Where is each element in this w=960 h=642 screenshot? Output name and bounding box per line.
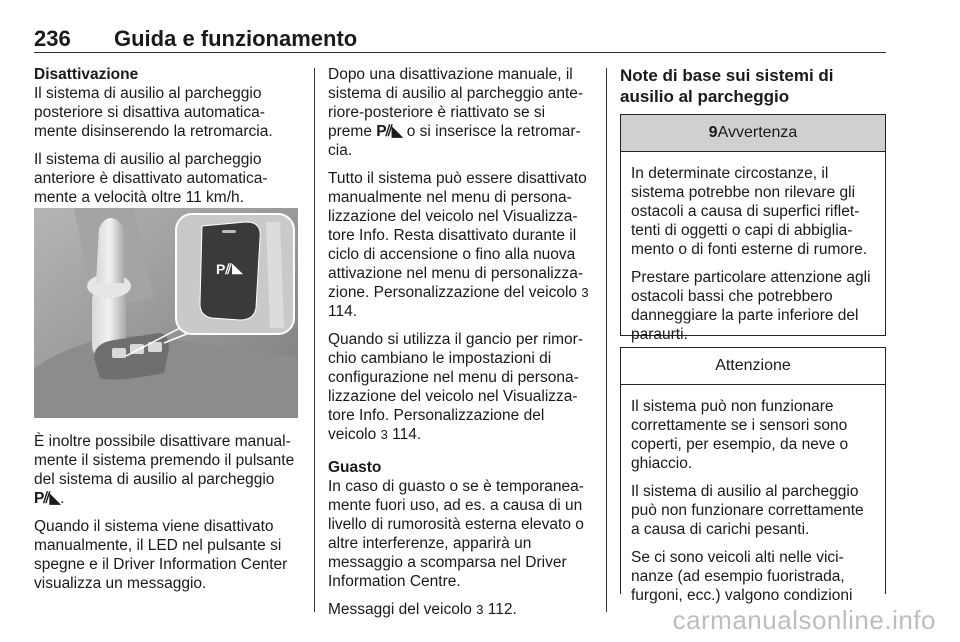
column-3	[620, 65, 886, 113]
paragraph: In determinate circostanze, il sistema potrebbe non rilevare gli ostacoli a causa di superfici riflet-tenti di oggetti o capi di abbiglia-mento o di fonti esterne di rumore.	[631, 165, 868, 258]
paragraph: Quando si utilizza il gancio per rimor-chio cambiano le impostazioni di configurazione nel menu di persona-lizzazione del veicolo nel Visualizza-tore Info. Personalizzazione del veicolo 3 114.	[328, 331, 583, 443]
parking-assist-symbol-icon: P⫽◣	[34, 490, 61, 507]
page-link[interactable]: 114.	[392, 426, 422, 443]
warning-header	[621, 115, 885, 152]
column-divider	[606, 68, 607, 612]
parking-assist-symbol-icon: P⫽◣	[376, 123, 403, 140]
header-rule	[34, 52, 886, 53]
page-link[interactable]: 114.	[328, 303, 358, 320]
paragraph: Il sistema di ausilio al parcheggio anteriore è disattivato automatica-mente a velocità oltre 11 km/h.	[34, 151, 268, 206]
warning-box	[620, 114, 886, 343]
column-1-lower	[34, 432, 300, 602]
caution-box	[620, 347, 886, 604]
paragraph: Il sistema di ausilio al parcheggio posteriore si disattiva automatica-mente disinserendo la retromarcia.	[34, 85, 273, 140]
page-link[interactable]: 112.	[487, 601, 517, 618]
page-reference-icon: 3	[581, 285, 589, 300]
section-heading: Note di base sui sistemi di ausilio al parcheggio	[620, 66, 834, 106]
paragraph: Il sistema può non funzionare correttamente se i sensori sono coperti, per esempio, da neve o ghiaccio.	[631, 398, 849, 472]
paragraph: In caso di guasto o se è temporanea-mente fuori uso, ad es. a causa di un livello di rumorosità esterna elevato o altre interferenze, apparirà un messaggio a scomparsa nel Driver Information Centre.	[328, 478, 584, 590]
warning-title: Avvertenza	[717, 124, 798, 141]
page-reference-icon: 3	[380, 427, 388, 442]
paragraph: Tutto il sistema può essere disattivato manualmente nel menu di persona-lizzazione del veicolo nel Visualizza-tore Info. Resta disattivato durante il ciclo di accensione o fino alla nuova attivazione nel menu di personalizza-zione. Personalizzazione del veicolo 3 114.	[328, 170, 589, 320]
caution-title: Attenzione	[715, 357, 791, 374]
paragraph: Quando il sistema viene disattivato manualmente, il LED nel pulsante si spegne e il Driver Information Center visualizza un messaggio.	[34, 518, 288, 592]
warning-body	[621, 152, 885, 363]
parking-button-illustration	[34, 208, 298, 418]
page-title: Guida e funzionamento	[114, 26, 358, 51]
column-2	[328, 65, 592, 628]
column-divider	[314, 68, 315, 612]
warning-icon: 9	[708, 124, 718, 141]
watermark: carmanualsonline.info	[672, 605, 936, 635]
paragraph: Dopo una disattivazione manuale, il sistema di ausilio al parcheggio ante-riore-posteriore è riattivato se si preme P⫽◣ o si inserisce la retromar-cia.	[328, 66, 584, 159]
column-1	[34, 65, 300, 216]
paragraph: Se ci sono veicoli alti nelle vici-nanze (ad esempio fuoristrada, furgoni, ecc.) valgono condizioni	[631, 549, 853, 604]
console-photo-icon	[34, 208, 298, 418]
paragraph: Il sistema di ausilio al parcheggio può non funzionare correttamente a causa di carichi pesanti.	[631, 483, 864, 538]
page-reference-icon: 3	[476, 602, 484, 617]
subheading-guasto: Guasto	[328, 459, 382, 476]
caution-body	[621, 385, 885, 624]
caution-header	[621, 348, 885, 385]
paragraph: È inoltre possibile disattivare manual-mente il sistema premendo il pulsante del sistema di ausilio al parcheggio P⫽◣.	[34, 433, 295, 507]
subheading-disattivazione: Disattivazione	[34, 66, 139, 83]
parking-button-label: P⫽◣	[216, 261, 243, 277]
paragraph: Prestare particolare attenzione agli ostacoli bassi che potrebbero danneggiare la parte inferiore del paraurti.	[631, 269, 871, 343]
page-number: 236	[34, 26, 71, 51]
paragraph: Messaggi del veicolo 3 112.	[328, 601, 517, 618]
